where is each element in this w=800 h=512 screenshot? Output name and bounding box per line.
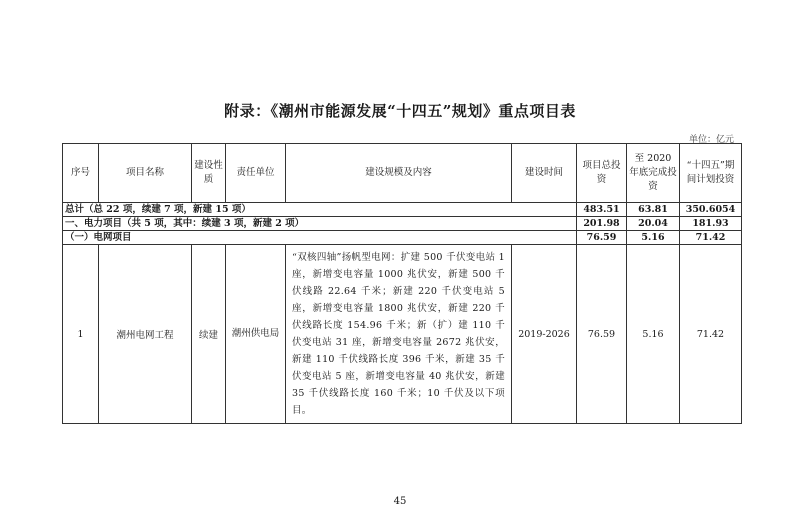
project-name: 潮州电网工程	[99, 245, 192, 424]
project-time: 2019-2026	[512, 245, 577, 424]
header-plan: “十四五”期间计划投资	[680, 144, 742, 203]
summary-done: 5.16	[627, 231, 680, 245]
summary-label: （一）电网项目	[63, 231, 577, 245]
summary-label: 一、电力项目（共 5 项，其中：续建 3 项，新建 2 项）	[63, 217, 577, 231]
summary-total: 201.98	[577, 217, 627, 231]
header-time: 建设时间	[512, 144, 577, 203]
project-total: 76.59	[577, 245, 627, 424]
project-done: 5.16	[627, 245, 680, 424]
header-name: 项目名称	[99, 144, 192, 203]
project-org: 潮州供电局	[226, 245, 286, 424]
header-org: 责任单位	[226, 144, 286, 203]
project-plan: 71.42	[680, 245, 742, 424]
header-nature: 建设性质	[192, 144, 226, 203]
document-title: 附录：《潮州市能源发展“十四五”规划》重点项目表	[224, 102, 576, 120]
summary-total: 76.59	[577, 231, 627, 245]
header-no: 序号	[63, 144, 99, 203]
project-nature: 续建	[192, 245, 226, 424]
page-number: 45	[393, 496, 407, 507]
project-no: 1	[63, 245, 99, 424]
summary-plan: 181.93	[680, 217, 742, 231]
summary-done: 63.81	[627, 203, 680, 217]
summary-row-total	[63, 203, 742, 217]
summary-done: 20.04	[627, 217, 680, 231]
header-scale: 建设规模及内容	[286, 144, 512, 203]
project-scale: “双核四轴”扬帆型电网：扩建 500 千伏变电站 1 座，新增变电容量 1000 兆伏安，新建 500 千伏线路 22.64 千米；新建 220 千伏变电站 5 座，新增变电容量 1800 兆伏安，新建 220 千伏线路长度 154.96 千米；新（扩）建 110 千伏变电站 31 座，新增变电容量 2672 兆伏安，新建 110 千伏线路长度 396 千米，新建 35 千伏变电站 5 座，新增变电容量 40 兆伏安，新建 35 千伏线路长度 160 千米；10 千伏及以下项目。	[286, 245, 512, 424]
summary-label: 总计（总 22 项，续建 7 项，新建 15 项）	[63, 203, 577, 217]
header-total: 项目总投资	[577, 144, 627, 203]
summary-total: 483.51	[577, 203, 627, 217]
unit-label: 单位：亿元	[688, 135, 734, 145]
summary-row-power	[63, 217, 742, 231]
header-done: 至 2020 年底完成投资	[627, 144, 680, 203]
table-header-row	[63, 144, 742, 203]
summary-plan: 350.6054	[680, 203, 742, 217]
project-table	[62, 143, 742, 424]
summary-row-grid	[63, 231, 742, 245]
table-row	[63, 245, 742, 424]
summary-plan: 71.42	[680, 231, 742, 245]
